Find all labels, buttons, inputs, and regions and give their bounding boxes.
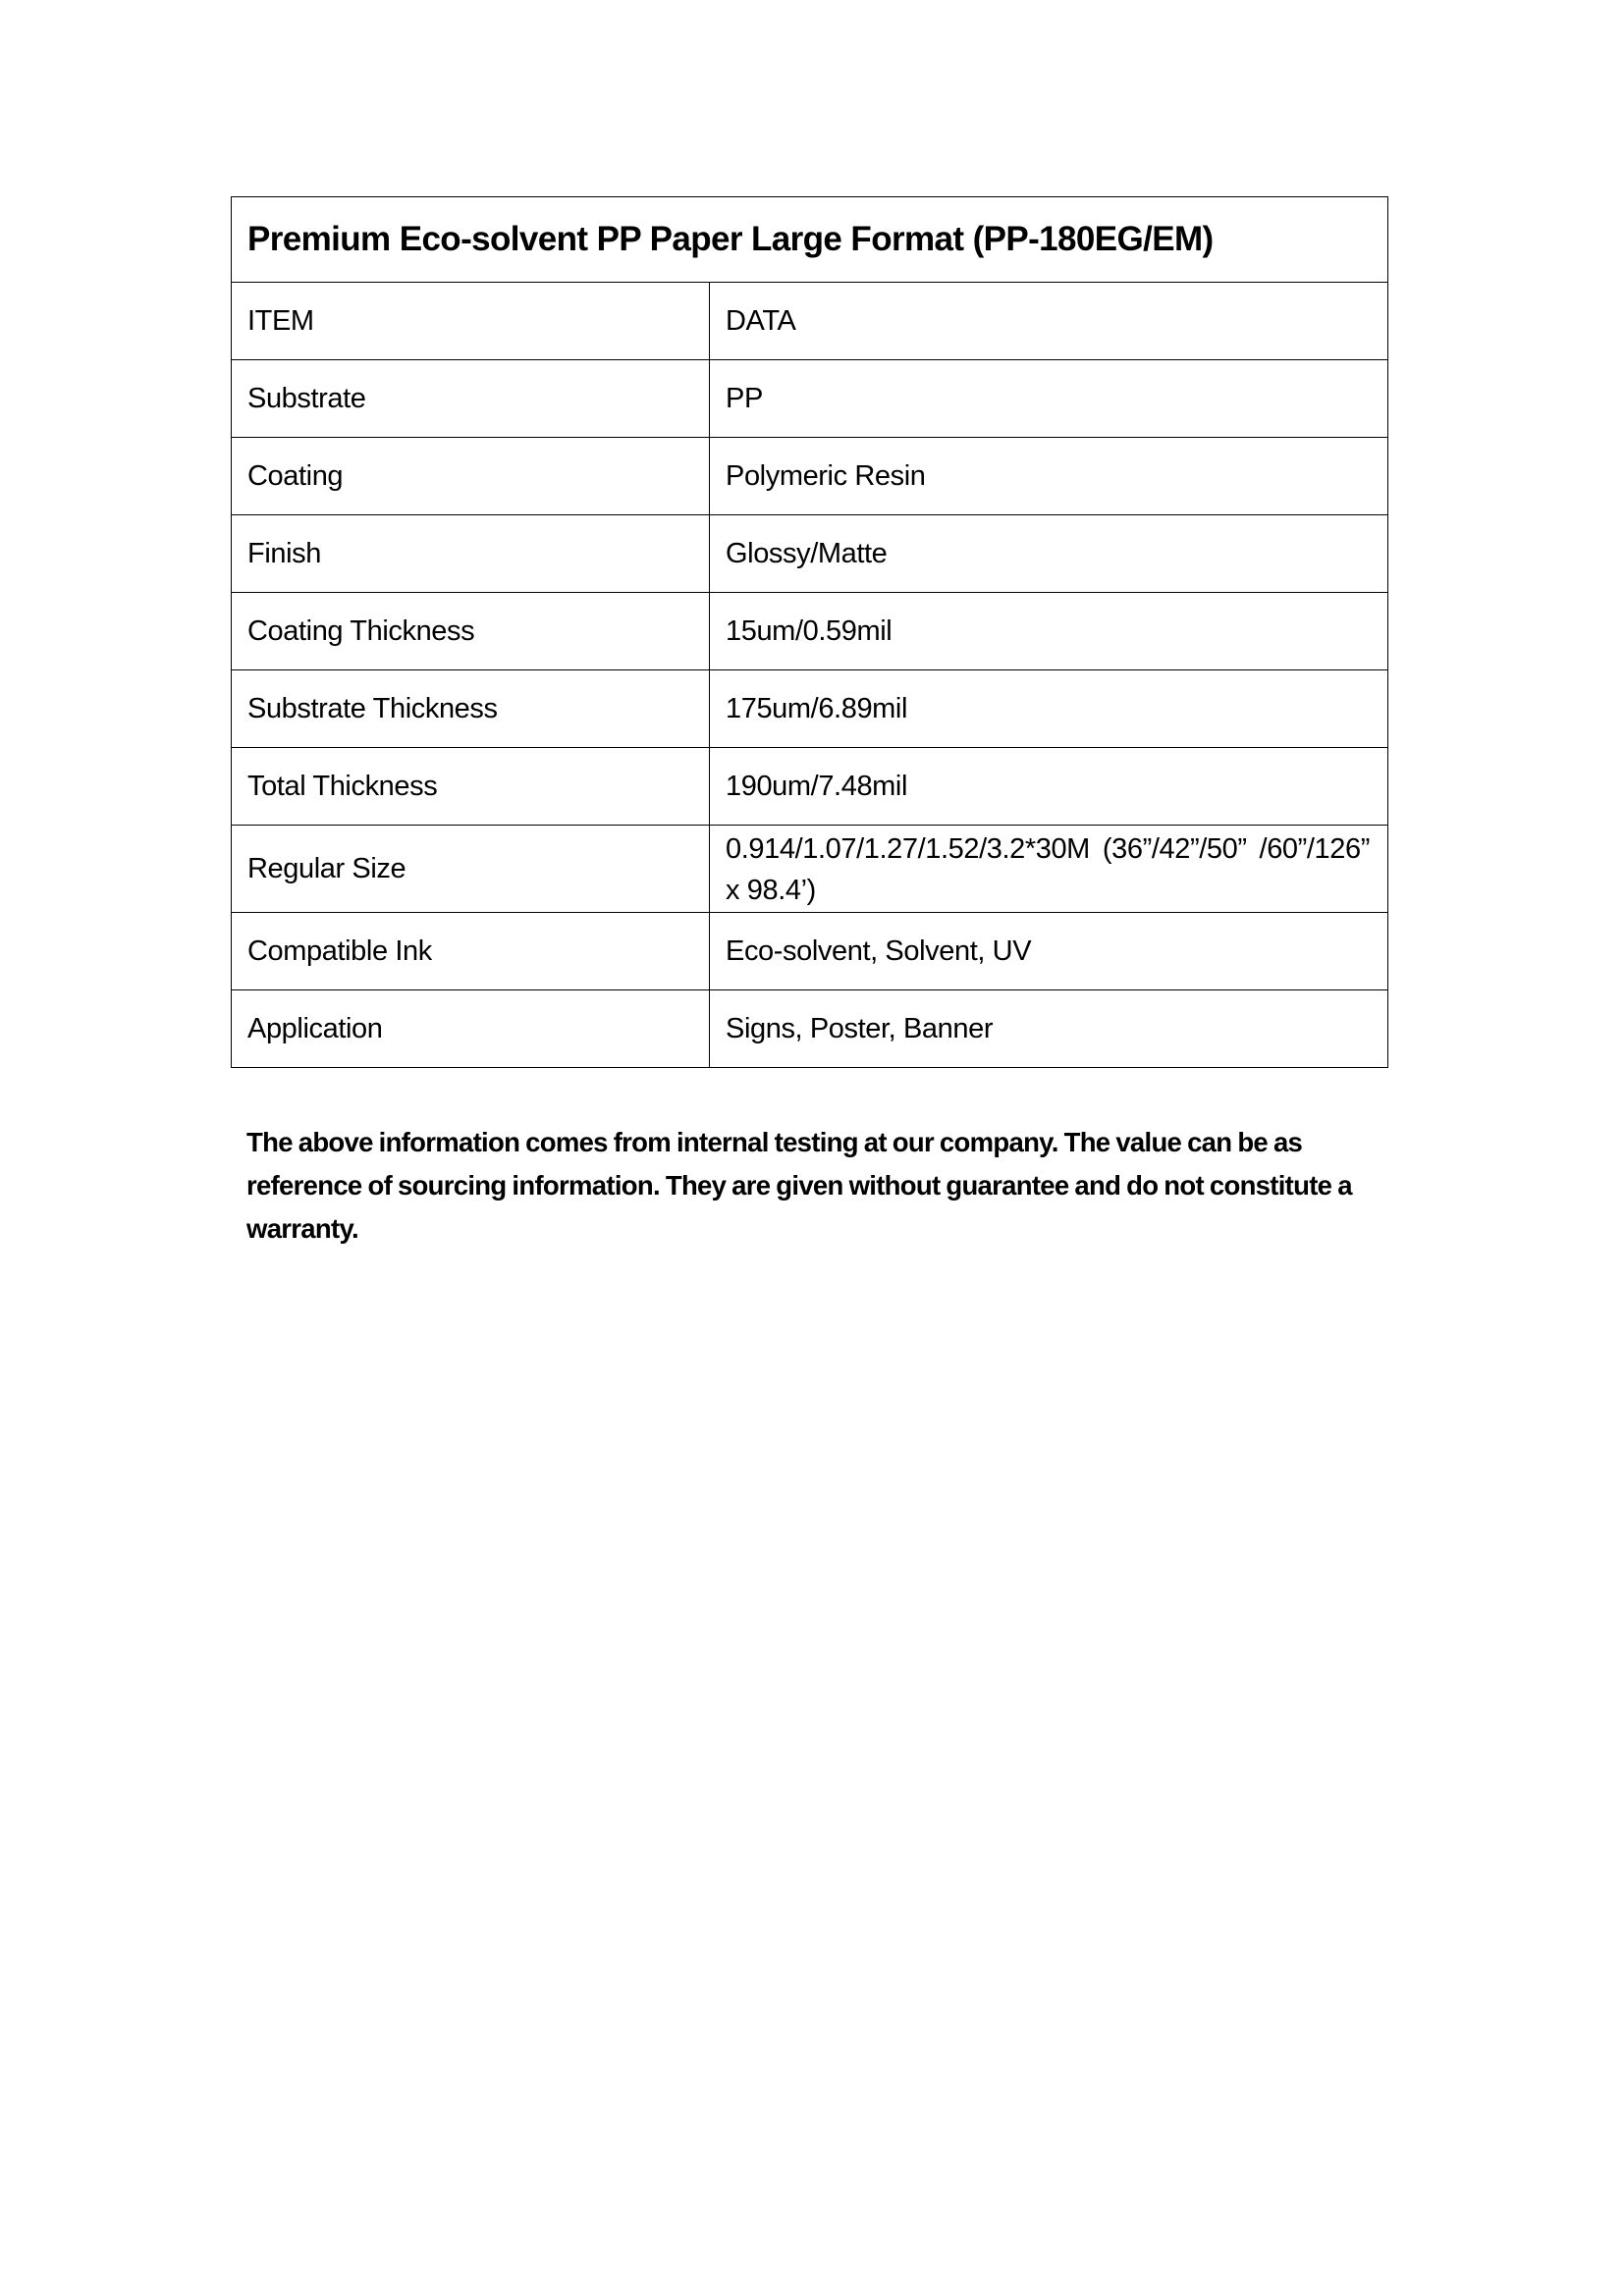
row-value: 0.914/1.07/1.27/1.52/3.2*30M (36”/42”/50” /60”/126” x 98.4’) (710, 826, 1388, 913)
table-header-row (232, 283, 1388, 360)
row-item: Substrate (232, 360, 710, 438)
table-row-coating-thickness (232, 593, 1388, 670)
table-title-row (232, 197, 1388, 283)
row-value: Signs, Poster, Banner (710, 990, 1388, 1068)
table-row-coating (232, 438, 1388, 515)
row-value: Eco-solvent, Solvent, UV (710, 913, 1388, 990)
row-item: Regular Size (232, 826, 710, 913)
document-title: Premium Eco-solvent PP Paper Large Format (PP-180EG/EM) (232, 197, 1388, 283)
row-value: PP (710, 360, 1388, 438)
row-value: Glossy/Matte (710, 515, 1388, 593)
header-item: ITEM (232, 283, 710, 360)
row-value: 15um/0.59mil (710, 593, 1388, 670)
disclaimer-note: The above information comes from internal testing at our company. The value can be as reference of sourcing information. They are given without guarantee and do not constitute a warranty. (246, 1127, 1352, 1244)
row-item: Coating Thickness (232, 593, 710, 670)
table-row-compatible-ink (232, 913, 1388, 990)
table-row-finish (232, 515, 1388, 593)
table-row-substrate-thickness (232, 670, 1388, 748)
table-row-substrate (232, 360, 1388, 438)
spec-table (231, 196, 1388, 1068)
row-item: Finish (232, 515, 710, 593)
row-item: Coating (232, 438, 710, 515)
table-row-application (232, 990, 1388, 1068)
row-value: 175um/6.89mil (710, 670, 1388, 748)
row-value: Polymeric Resin (710, 438, 1388, 515)
row-item: Substrate Thickness (232, 670, 710, 748)
row-item: Total Thickness (232, 748, 710, 826)
row-value: 190um/7.48mil (710, 748, 1388, 826)
row-item: Compatible Ink (232, 913, 710, 990)
header-data: DATA (710, 283, 1388, 360)
table-row-total-thickness (232, 748, 1388, 826)
row-item: Application (232, 990, 710, 1068)
table-row-regular-size (232, 826, 1388, 913)
